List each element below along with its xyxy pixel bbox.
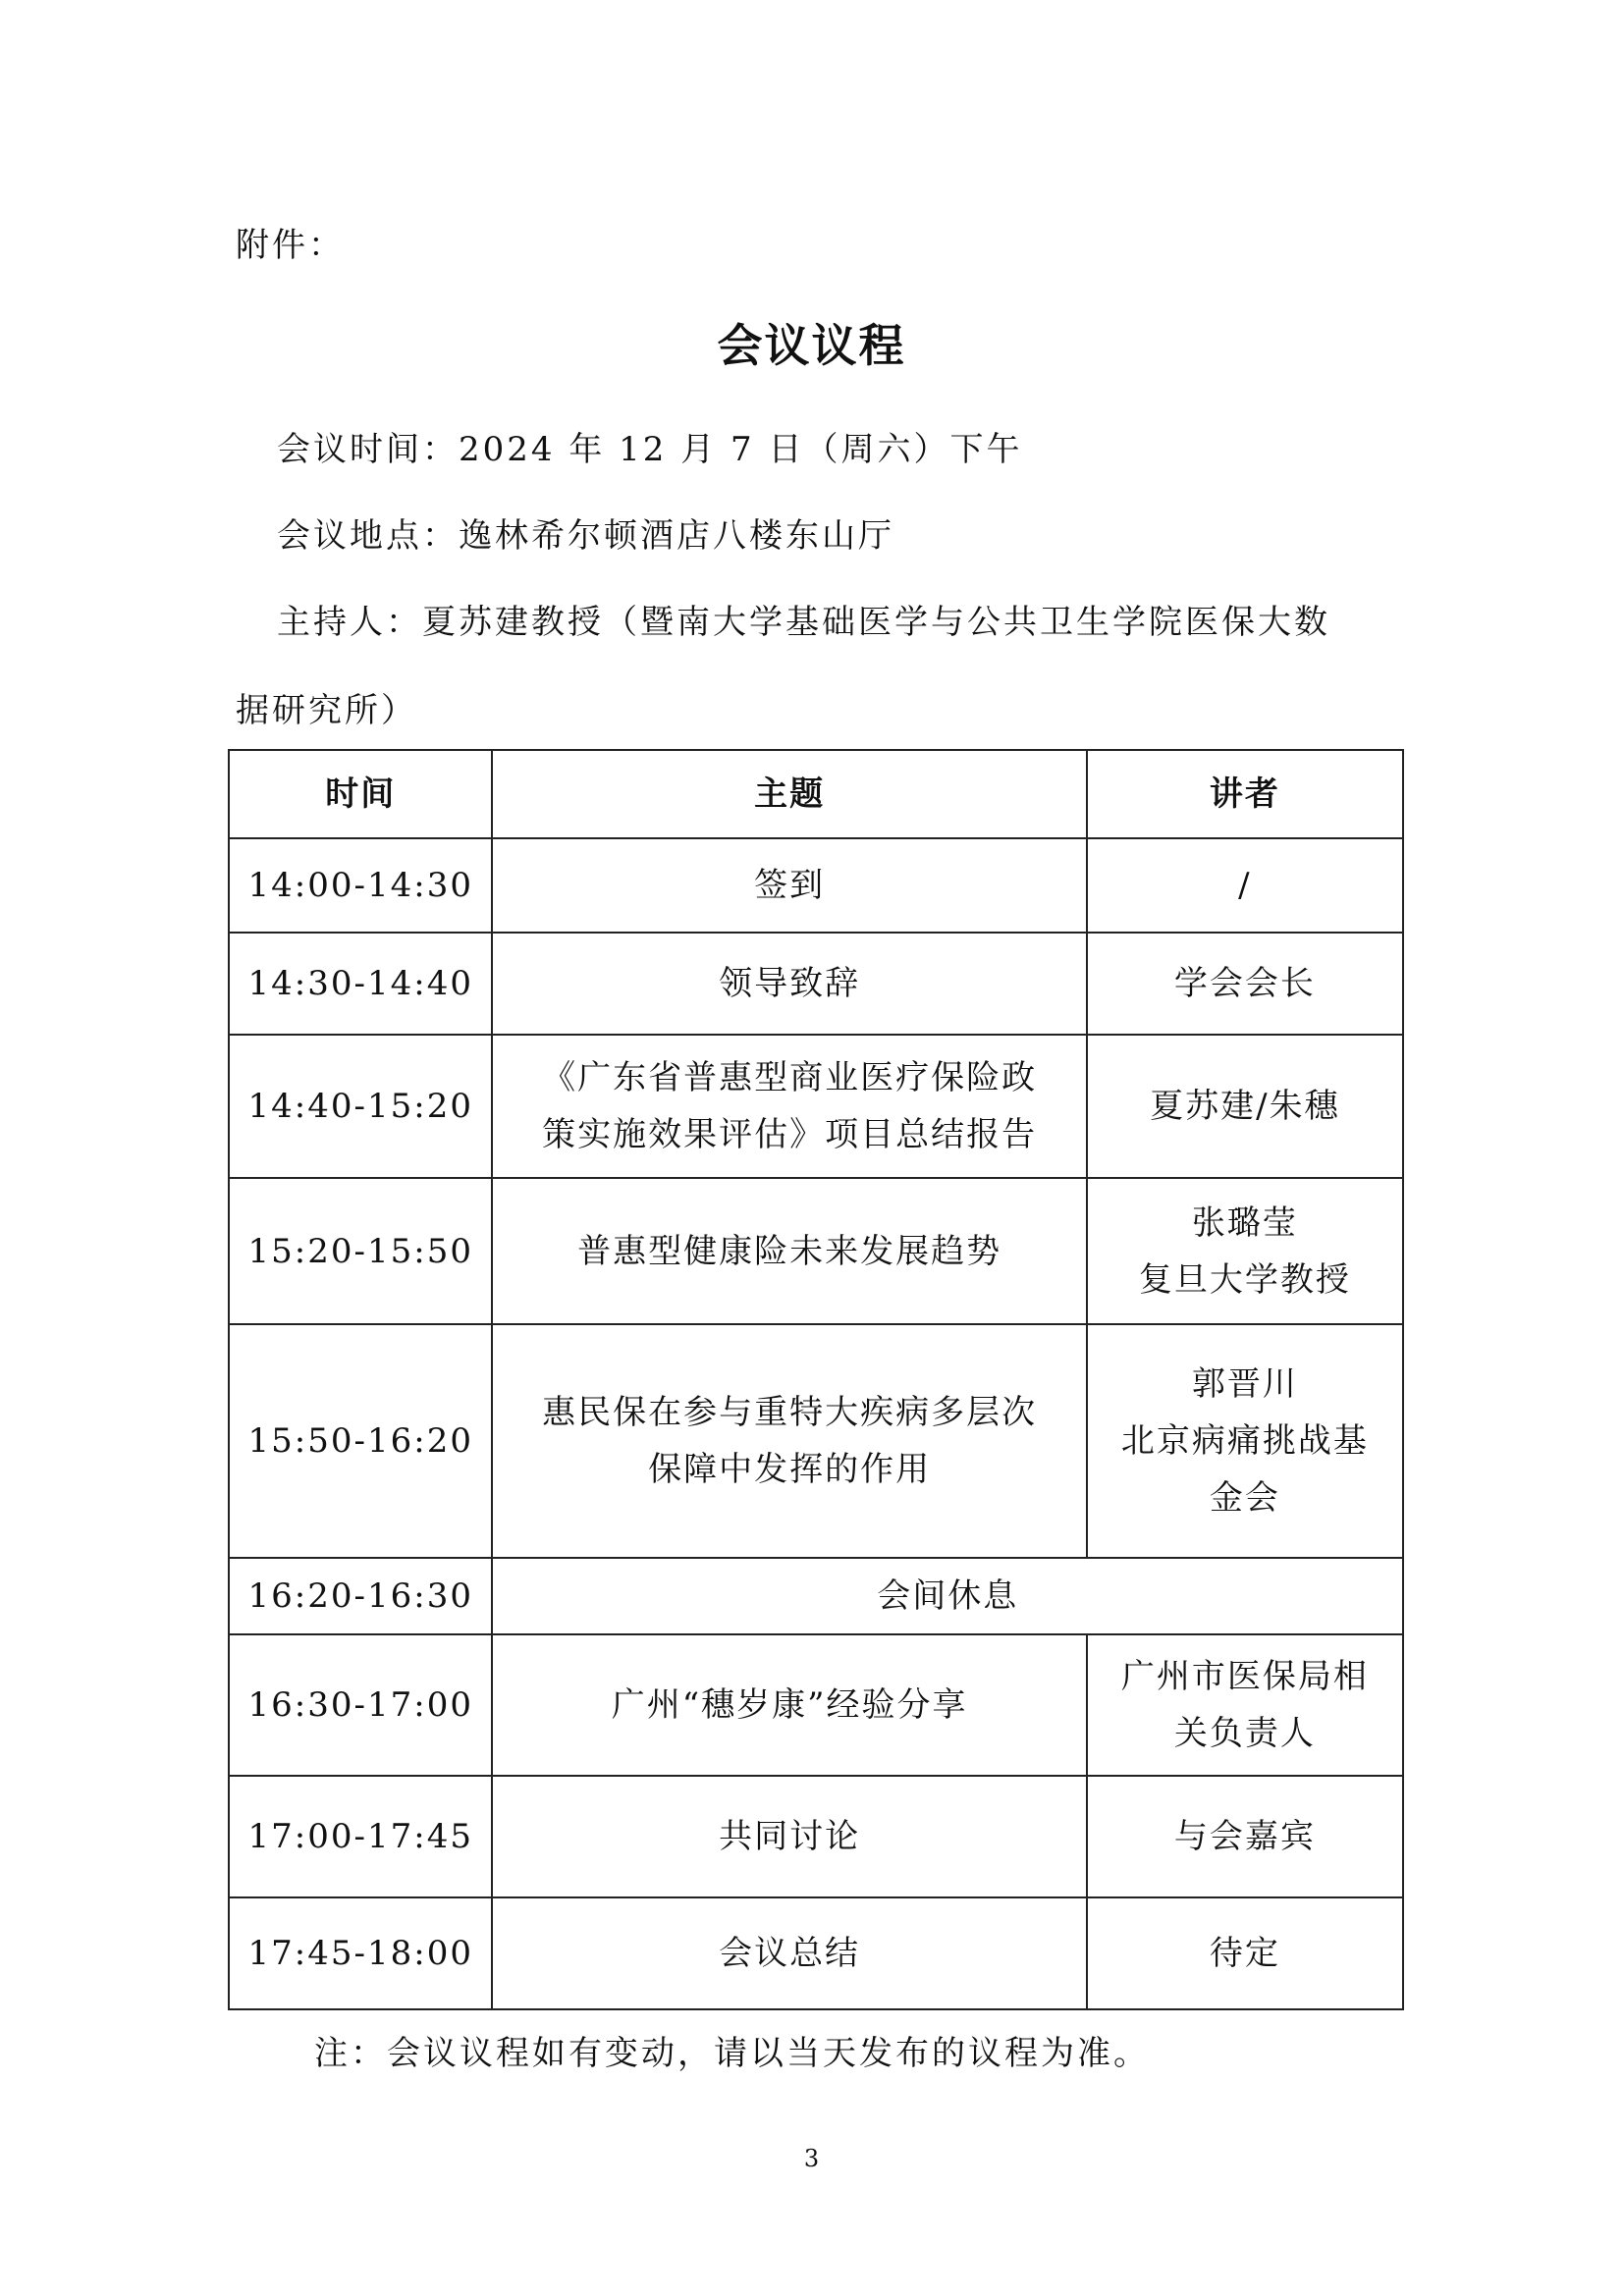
table-row [229,1897,1403,2009]
speaker-line: 关负责人 [1173,1714,1316,1753]
row-topic [492,1324,1086,1558]
row-topic [492,933,1086,1035]
page-title: 会议议程 [717,319,906,372]
row-time: 15:20-15:50 [229,1178,492,1324]
row-topic [492,1776,1086,1897]
row-time: 15:50-16:20 [229,1324,492,1558]
speaker-line: 广州市医保局相 [1120,1657,1369,1696]
row-speaker [1087,1634,1403,1776]
speaker-line: 与会嘉宾 [1173,1817,1316,1856]
row-topic [492,838,1086,933]
host-line-2: 据研究所） [236,691,417,730]
row-topic [492,1897,1086,2009]
header-time: 时间 [229,750,492,838]
row-speaker [1087,1035,1403,1178]
header-topic: 主题 [492,750,1086,838]
topic-line: 共同讨论 [719,1817,861,1856]
row-topic [492,1634,1086,1776]
attachment-label: 附件： [236,226,345,265]
topic-line: 广州“穗岁康”经验分享 [611,1685,968,1725]
row-time: 16:30-17:00 [229,1634,492,1776]
speaker-line: 学会会长 [1173,964,1316,1003]
host-line-1: 主持人：夏苏建教授（暨南大学基础医学与公共卫生学院医保大数 [277,603,1330,642]
speaker-line: 夏苏建/朱穗 [1150,1087,1340,1126]
table-row [229,838,1403,933]
row-speaker [1087,933,1403,1035]
speaker-line: 金会 [1209,1478,1280,1518]
table-row [229,933,1403,1035]
agenda-table [228,749,1404,2010]
topic-line: 惠民保在参与重特大疾病多层次 [542,1393,1038,1432]
row-speaker [1087,838,1403,933]
row-speaker [1087,1178,1403,1324]
topic-line: 普惠型健康险未来发展趋势 [577,1231,1002,1271]
row-time: 17:45-18:00 [229,1897,492,2009]
row-speaker [1087,1324,1403,1558]
row-topic [492,1558,1403,1634]
agenda-header-row [229,750,1403,838]
speaker-line: 郭晋川 [1191,1364,1298,1404]
row-topic [492,1178,1086,1324]
row-time: 14:00-14:30 [229,838,492,933]
speaker-line: 北京病痛挑战基 [1120,1421,1369,1461]
speaker-line: 复旦大学教授 [1138,1259,1351,1300]
topic-line: 策实施效果评估》项目总结报告 [542,1115,1038,1154]
table-row [229,1035,1403,1178]
table-row [229,1324,1403,1558]
table-row [229,1558,1403,1634]
header-speaker: 讲者 [1087,750,1403,838]
page-number: 3 [803,2145,820,2172]
speaker-line: / [1238,866,1252,905]
row-speaker [1087,1897,1403,2009]
row-speaker [1087,1776,1403,1897]
speaker-line: 待定 [1209,1934,1280,1973]
topic-line: 保障中发挥的作用 [648,1450,932,1489]
speaker-line: 张璐莹 [1191,1202,1298,1243]
table-row [229,1776,1403,1897]
row-topic [492,1035,1086,1178]
table-row [229,1178,1403,1324]
row-time: 17:00-17:45 [229,1776,492,1897]
row-time: 16:20-16:30 [229,1558,492,1634]
topic-line: 领导致辞 [719,964,861,1003]
meeting-time: 会议时间：2024 年 12 月 7 日（周六）下午 [277,430,1023,469]
row-time: 14:30-14:40 [229,933,492,1035]
table-row [229,1634,1403,1776]
row-time: 14:40-15:20 [229,1035,492,1178]
topic-line: 签到 [754,866,826,905]
topic-line: 《广东省普惠型商业医疗保险政 [542,1058,1038,1097]
agenda-note: 注：会议议程如有变动，请以当天发布的议程为准。 [314,2034,1150,2073]
meeting-place: 会议地点：逸林希尔顿酒店八楼东山厅 [277,516,894,556]
topic-line: 会间休息 [877,1576,1019,1616]
topic-line: 会议总结 [719,1934,861,1973]
